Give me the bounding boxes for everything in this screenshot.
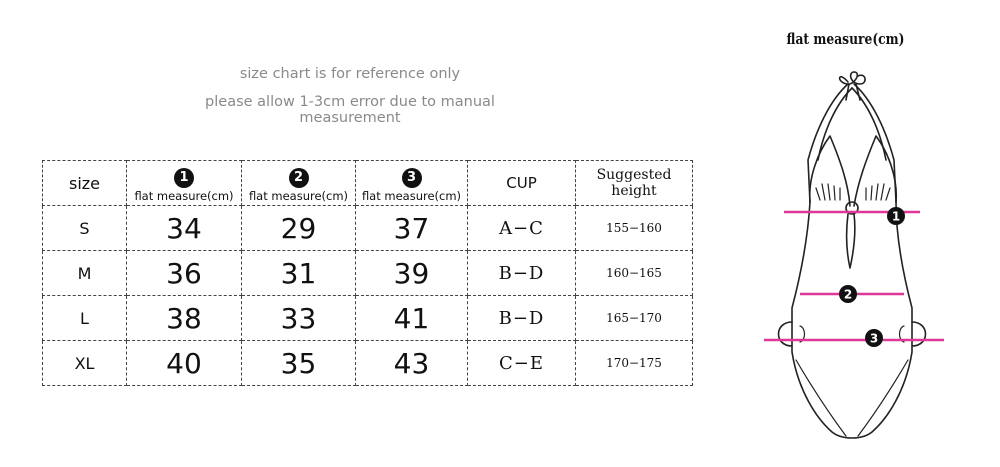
table-row-l [43, 296, 693, 341]
header-measure-2-label: flat measure(cm) [248, 188, 349, 203]
header-measure-1-label: flat measure(cm) [134, 188, 234, 203]
measure-3-cell: 37 [356, 206, 468, 251]
height-cell: 170−175 [576, 341, 693, 386]
cup-cell: A−C [468, 206, 576, 251]
size-cell: M [43, 251, 127, 296]
marker-1-label: 1 [891, 209, 901, 224]
measure-1-cell: 36 [127, 251, 242, 296]
measure-3-cell: 41 [356, 296, 468, 341]
table-row-xl [43, 341, 693, 386]
header-size: size [43, 161, 127, 206]
measure-2-cell: 31 [242, 251, 356, 296]
header-suggested-height: Suggested height [576, 161, 693, 206]
measure-1-cell: 38 [127, 296, 242, 341]
header-measure-3 [356, 161, 468, 206]
measure-3-cell: 39 [356, 251, 468, 296]
size-cell: XL [43, 341, 127, 386]
marker-3-label: 3 [869, 331, 879, 346]
right-strap [854, 84, 896, 202]
measure-3-cell: 43 [356, 341, 468, 386]
body-outline [792, 202, 912, 438]
marker-2-label: 2 [843, 287, 853, 302]
cup-cell: B−D [468, 296, 576, 341]
number-3-badge: 3 [402, 168, 422, 188]
height-cell: 155−160 [576, 206, 693, 251]
table-row-s [43, 206, 693, 251]
number-2-badge: 2 [289, 168, 309, 188]
number-1-badge: 1 [174, 168, 194, 188]
measure-2-cell: 35 [242, 341, 356, 386]
neck-tie-bow [840, 72, 866, 84]
size-cell: S [43, 206, 127, 251]
measure-2-cell: 29 [242, 206, 356, 251]
header-cup: CUP [468, 161, 576, 206]
table-row-m [43, 251, 693, 296]
swimsuit-diagram [750, 60, 960, 460]
reference-note: size chart is for reference only [239, 66, 461, 82]
table-header-row [43, 161, 693, 206]
measure-2-cell: 33 [242, 296, 356, 341]
size-cell: L [43, 296, 127, 341]
cup-cell: C−E [468, 341, 576, 386]
header-measure-3-label: flat measure(cm) [361, 188, 462, 203]
diagram-title: flat measure(cm) [786, 30, 905, 48]
header-measure-2 [242, 161, 356, 206]
cup-cell: B−D [468, 251, 576, 296]
measure-1-cell: 34 [127, 206, 242, 251]
left-hip-ring [779, 322, 793, 346]
height-cell: 160−165 [576, 251, 693, 296]
error-note: please allow 1-3cm error due to manual measurement [205, 94, 495, 126]
right-hip-ring [912, 322, 926, 346]
header-measure-1 [127, 161, 242, 206]
measure-1-cell: 40 [127, 341, 242, 386]
height-cell: 165−170 [576, 296, 693, 341]
size-chart-table [42, 160, 693, 386]
